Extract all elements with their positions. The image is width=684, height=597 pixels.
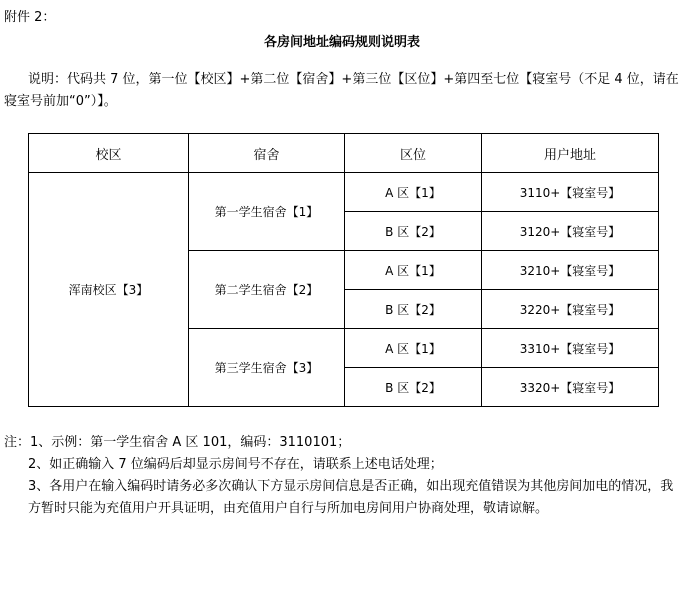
header-dorm: 宿舍: [189, 134, 345, 173]
attachment-label: 附件 2：: [4, 10, 56, 25]
address-code-table: [28, 133, 659, 407]
address-cell: 3310+【寝室号】: [482, 329, 659, 368]
campus-cell: 浑南校区【3】: [29, 173, 189, 407]
area-cell: B 区【2】: [345, 212, 482, 251]
area-cell: A 区【1】: [345, 173, 482, 212]
header-campus: 校区: [29, 134, 189, 173]
area-cell: A 区【1】: [345, 251, 482, 290]
note-3: 3、各用户在输入编码时请务必多次确认下方显示房间信息是否正确，如出现充值错误为其他房间加电的情况，我方暂时只能为充值用户开具证明，由充值用户自行与所加电房间用户协商处理，敬请谅解。: [28, 479, 674, 516]
note-1: 注：1、示例：第一学生宿舍 A 区 101，编码：3110101；: [4, 435, 351, 450]
table-row: [29, 173, 659, 212]
address-cell: 3210+【寝室号】: [482, 251, 659, 290]
table-header-row: [29, 134, 659, 173]
header-address: 用户地址: [482, 134, 659, 173]
description-paragraph: 说明：代码共 7 位，第一位【校区】+第二位【宿舍】+第三位【区位】+第四至七位【寝室号（不足 4 位，请在寝室号前加“0”）】。: [4, 72, 679, 109]
note-2: 2、如正确输入 7 位编码后却显示房间号不存在，请联系上述电话处理；: [28, 457, 443, 472]
area-cell: B 区【2】: [345, 368, 482, 407]
address-cell: 3110+【寝室号】: [482, 173, 659, 212]
dorm-cell: 第三学生宿舍【3】: [189, 329, 345, 407]
address-cell: 3120+【寝室号】: [482, 212, 659, 251]
area-cell: A 区【1】: [345, 329, 482, 368]
document-title: 各房间地址编码规则说明表: [263, 35, 420, 50]
dorm-cell: 第一学生宿舍【1】: [189, 173, 345, 251]
address-cell: 3320+【寝室号】: [482, 368, 659, 407]
area-cell: B 区【2】: [345, 290, 482, 329]
address-cell: 3220+【寝室号】: [482, 290, 659, 329]
header-area: 区位: [345, 134, 482, 173]
notes-section: [4, 432, 680, 520]
dorm-cell: 第二学生宿舍【2】: [189, 251, 345, 329]
